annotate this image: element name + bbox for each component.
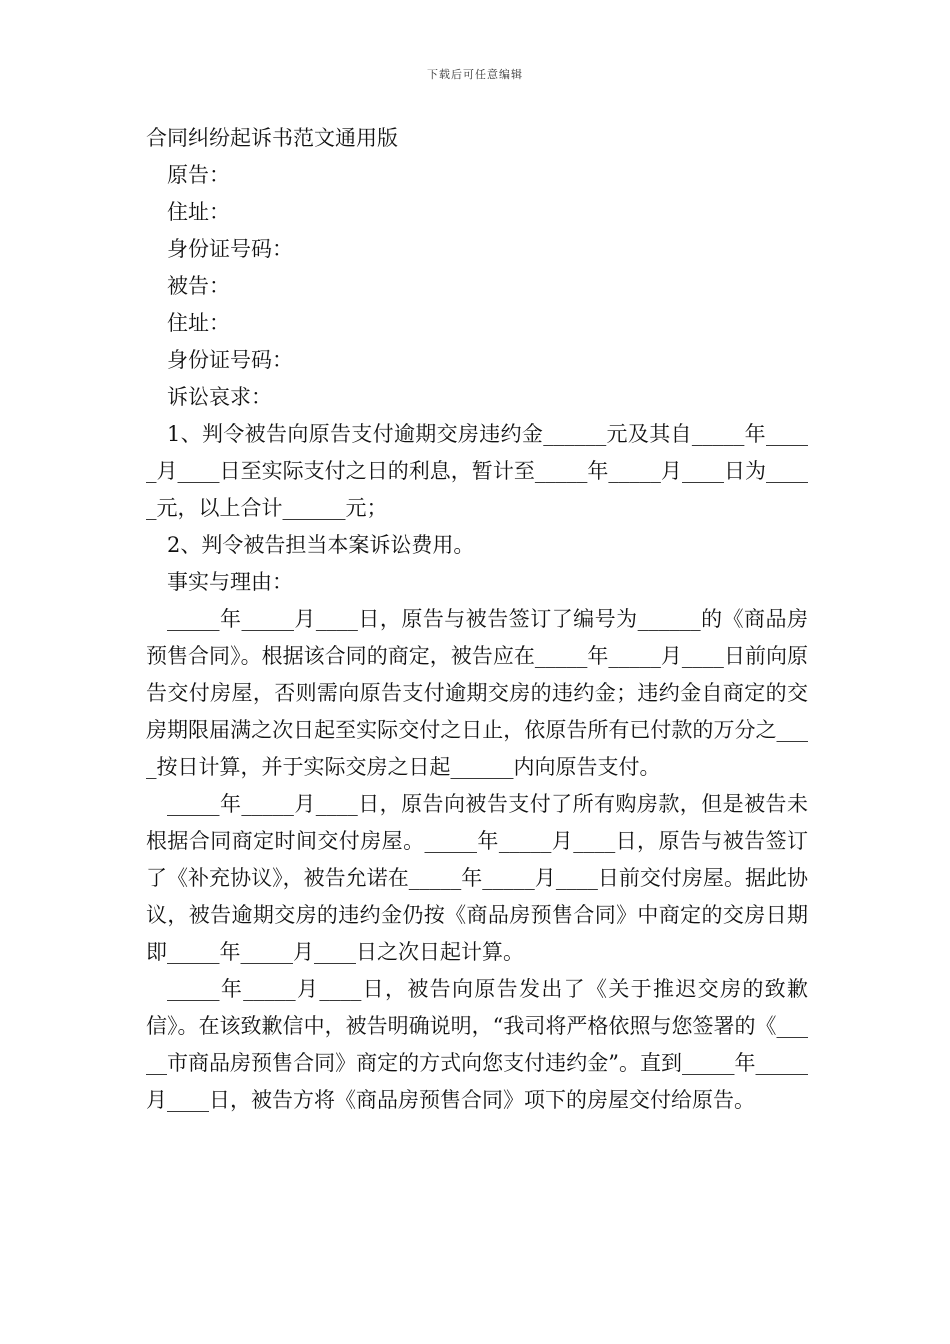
facts-heading: 事实与理由：	[167, 570, 293, 594]
document-title: 合同纠纷起诉书范文通用版	[146, 126, 398, 150]
document-body	[146, 120, 808, 1119]
claim-item-1: 1、判令被告向原告支付逾期交房违约金______元及其自_____年_____月____日至实际支付之日的利息，暂计至_____年_____月____日为_____元，以上合计______元；	[146, 422, 808, 520]
plaintiff-label: 原告：	[167, 163, 230, 187]
defendant-address-label: 住址：	[167, 311, 230, 335]
facts-paragraph-1: _____年_____月____日，原告与被告签订了编号为______的《商品房预售合同》。根据该合同的商定，被告应在_____年_____月____日前向原告交付房屋，否则需向原告支付逾期交房的违约金；违约金自商定的交房期限届满之次日起至实际交付之日止，依原告所有已付款的万分之____按日计算，并于实际交房之日起______内向原告支付。	[146, 607, 808, 779]
claims-heading: 诉讼哀求：	[167, 385, 272, 409]
claim-item-2: 2、判令被告担当本案诉讼费用。	[167, 533, 475, 557]
defendant-id-label: 身份证号码：	[167, 348, 293, 372]
defendant-label: 被告：	[167, 274, 230, 298]
facts-paragraph-3: _____年_____月____日，被告向原告发出了《关于推迟交房的致歉信》。在该致歉信中，被告明确说明，“我司将严格依照与您签署的《_____市商品房预售合同》商定的方式向您支付违约金”。直到_____年_____月____日，被告方将《商品房预售合同》项下的房屋交付给原告。	[146, 977, 808, 1112]
plaintiff-address-label: 住址：	[167, 200, 230, 224]
facts-paragraph-2: _____年_____月____日，原告向被告支付了所有购房款，但是被告未根据合同商定时间交付房屋。_____年_____月____日，原告与被告签订了《补充协议》，被告允诺在_____年_____月____日前交付房屋。据此协议，被告逾期交房的违约金仍按《商品房预售合同》中商定的交房日期即_____年_____月____日之次日起计算。	[146, 792, 808, 964]
plaintiff-id-label: 身份证号码：	[167, 237, 293, 261]
header-note: 下载后可任意编辑	[427, 68, 523, 81]
